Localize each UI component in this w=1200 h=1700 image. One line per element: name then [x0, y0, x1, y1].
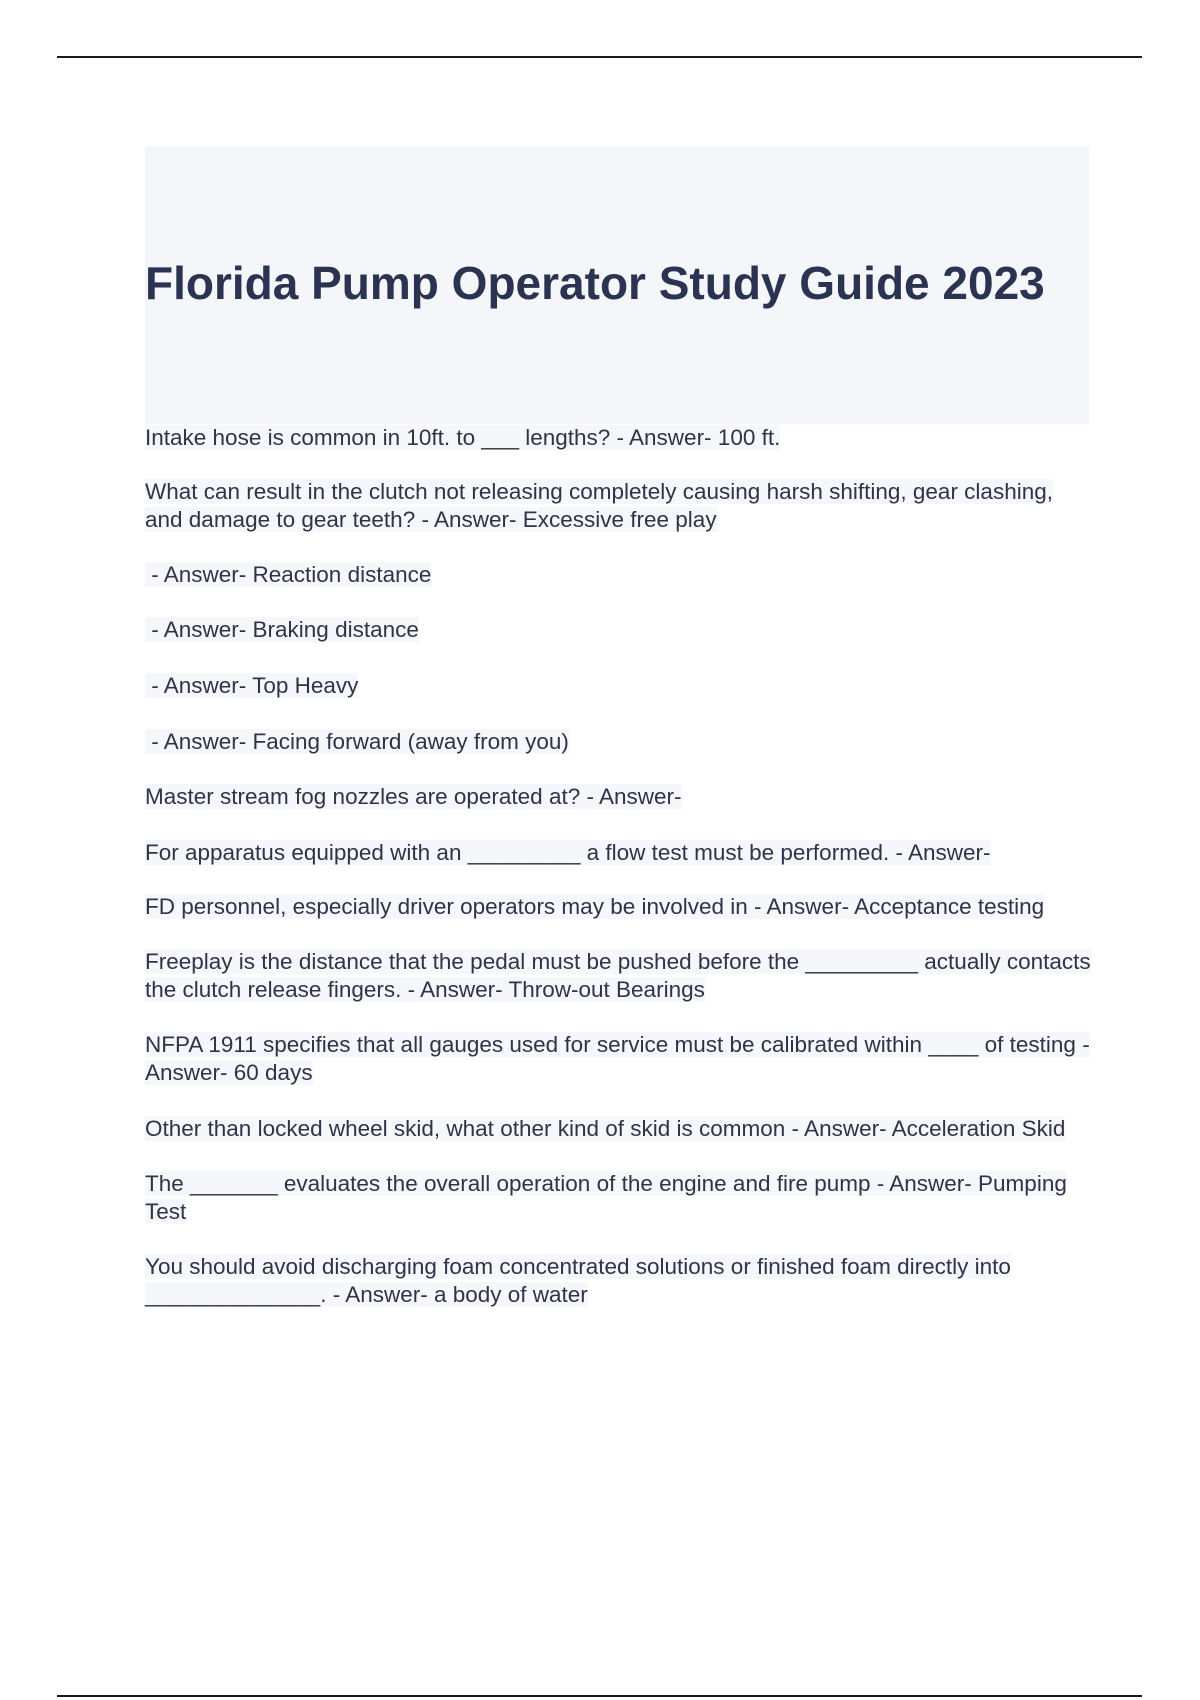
list-item: You should avoid discharging foam concentrated solutions or finished foam directly into ______________. - Answer- a body of water [145, 1254, 1011, 1307]
list-item: NFPA 1911 specifies that all gauges used for service must be calibrated within ____ of testing - Answer- 60 days [145, 1032, 1090, 1085]
list-item: - Answer- Facing forward (away from you) [145, 729, 569, 754]
list-item: Intake hose is common in 10ft. to ___ lengths? - Answer- 100 ft. [145, 425, 781, 450]
list-item: Freeplay is the distance that the pedal must be pushed before the _________ actually contacts the clutch release fingers. - Answer- Throw-out Bearings [145, 949, 1091, 1002]
list-item: The _______ evaluates the overall operation of the engine and fire pump - Answer- Pumping Test [145, 1171, 1067, 1224]
top-divider [57, 56, 1142, 58]
list-item: What can result in the clutch not releasing completely causing harsh shifting, gear clashing, and damage to gear teeth? - Answer- Excessive free play [145, 479, 1053, 532]
list-item: For apparatus equipped with an _________ a flow test must be performed. - Answer- [145, 840, 991, 865]
question-answer-list [145, 424, 1095, 1309]
list-item: - Answer- Reaction distance [145, 562, 432, 587]
list-item: Other than locked wheel skid, what other kind of skid is common - Answer- Acceleration Skid [145, 1116, 1066, 1141]
bottom-divider [57, 1695, 1142, 1697]
list-item: - Answer- Braking distance [145, 617, 419, 642]
list-item: FD personnel, especially driver operators may be involved in - Answer- Acceptance testing [145, 894, 1045, 919]
document-title: Florida Pump Operator Study Guide 2023 [145, 257, 1045, 309]
list-item: Master stream fog nozzles are operated at? - Answer- [145, 784, 682, 809]
list-item: - Answer- Top Heavy [145, 673, 359, 698]
